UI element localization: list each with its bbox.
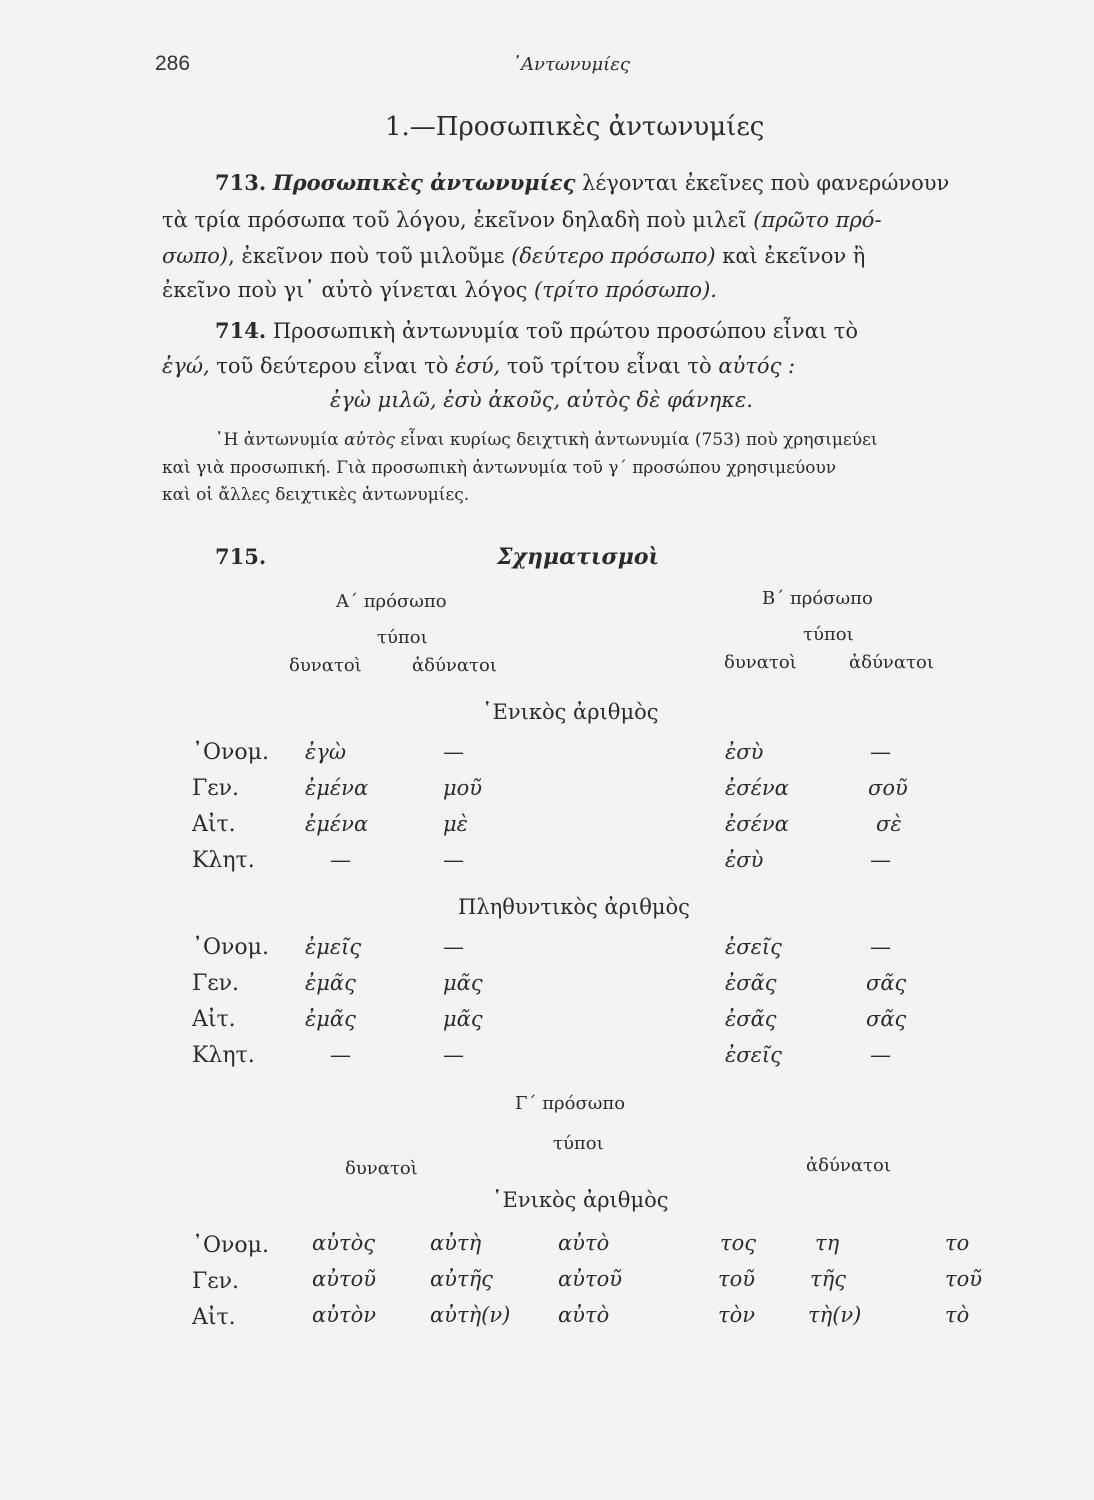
section-title: 1.—Προσωπικὲς ἀντωνυμίες [385, 112, 765, 142]
note-line-2: καὶ γιὰ προσωπική. Γιὰ προσωπικὴ ἀντωνυμία τοῦ γ΄ προσώπου χρησιμεύουν [162, 458, 837, 478]
table-cell: σὲ [876, 812, 902, 836]
table-cell: ἐσένα [725, 776, 789, 800]
case-label: ᾿Ονομ. [192, 1233, 269, 1258]
table-cell: τὸ [945, 1303, 970, 1327]
table-cell: — [443, 1043, 464, 1067]
table-cell: τῆς [810, 1267, 846, 1291]
para-713-italic: (δεύτερο πρόσωπο) [511, 244, 716, 268]
page-number: 286 [155, 52, 191, 75]
para-713-number: 713. [215, 170, 267, 195]
singular-heading: ῾Ενικὸς ἀριθμὸς [492, 1188, 669, 1212]
types-label: τύποι [553, 1133, 604, 1154]
table-cell: τος [720, 1231, 757, 1255]
table-cell: αὐτοῦ [558, 1267, 622, 1291]
table-cell: αὐτοῦ [312, 1267, 376, 1291]
table-cell: αὐτὴ(ν) [430, 1303, 511, 1327]
table-cell: μὲ [443, 812, 468, 836]
types-label: τύποι [377, 627, 428, 648]
table-cell: σᾶς [866, 1007, 907, 1031]
strong-label: δυνατοὶ [345, 1158, 418, 1179]
case-label: Κλητ. [192, 1043, 255, 1068]
table-cell: ἐμεῖς [305, 935, 362, 959]
table-cell: — [443, 740, 464, 764]
table-cell: — [443, 935, 464, 959]
table-cell: αὐτὸ [558, 1231, 610, 1255]
strong-label: δυνατοὶ [724, 652, 797, 673]
weak-label: ἀδύνατοι [412, 655, 497, 676]
table-cell: ἐμᾶς [305, 1007, 356, 1031]
table-cell: ἐσᾶς [725, 971, 777, 995]
table-cell: ἐμένα [305, 812, 369, 836]
plural-heading: Πληθυντικὸς ἀριθμὸς [458, 895, 690, 919]
table-cell: — [870, 1043, 891, 1067]
note-text: ῾Η ἀντωνυμία [215, 430, 345, 450]
second-person-header: Β΄ πρόσωπο [762, 588, 873, 609]
para-714-line-2 [162, 356, 795, 377]
para-713-line-4 [162, 280, 717, 301]
case-label: Κλητ. [192, 848, 255, 873]
para-713-italic: (τρίτο πρόσωπο). [534, 278, 717, 302]
para-714-line-1 [215, 320, 858, 342]
table-cell: μοῦ [443, 776, 483, 800]
case-label: Γεν. [192, 971, 240, 996]
para-714-italic: αὐτός : [718, 354, 796, 378]
para-714-italic: ἐσύ, [455, 354, 501, 378]
para-713-italic: (πρῶτο πρό- [753, 208, 882, 232]
table-cell: αὐτὴ [430, 1231, 482, 1255]
table-cell: τὸν [718, 1303, 756, 1327]
para-713-text: , ἐκεῖνον ποὺ τοῦ μιλοῦμε [228, 244, 512, 268]
table-cell: αὐτὸν [312, 1303, 376, 1327]
para-714-number: 714. [215, 318, 267, 343]
para-713-line-2 [162, 210, 882, 231]
note-line-1 [215, 432, 878, 449]
table-cell: ἐσεῖς [725, 1043, 782, 1067]
table-cell: τοῦ [945, 1267, 983, 1291]
case-label: ᾿Ονομ. [192, 935, 269, 960]
strong-label: δυνατοὶ [289, 655, 362, 676]
table-cell: — [870, 848, 891, 872]
note-line-3: καὶ οἱ ἄλλες δειχτικὲς ἀντωνυμίες. [162, 485, 470, 505]
table-cell: ἐμένα [305, 776, 369, 800]
table-cell: ἐμᾶς [305, 971, 356, 995]
table-cell: — [870, 935, 891, 959]
third-person-header: Γ΄ πρόσωπο [515, 1093, 626, 1114]
para-713-text: λέγονται ἐκεῖνες ποὺ φανερώνουν [575, 171, 950, 195]
note-italic: αὐτὸς [344, 430, 396, 450]
para-713-line-1 [215, 172, 949, 194]
singular-heading: ῾Ενικὸς ἀριθμὸς [482, 700, 659, 724]
table-cell: τη [815, 1231, 840, 1255]
table-cell: αὐτὸ [558, 1303, 610, 1327]
table-cell: τοῦ [718, 1267, 756, 1291]
table-cell: αὐτὸς [312, 1231, 375, 1255]
para-713-text: τὰ τρία πρόσωπα τοῦ λόγου, ἐκεῖνον δηλαδὴ ποὺ μιλεῖ [162, 208, 754, 232]
table-cell: το [945, 1231, 970, 1255]
para-715-title: Σχηματισμοὶ [497, 544, 660, 570]
weak-label: ἀδύνατοι [849, 652, 934, 673]
para-714-example: ἐγὼ μιλῶ, ἐσὺ ἀκοῦς, αὐτὸς δὲ φάνηκε. [330, 388, 753, 412]
case-label: Αἰτ. [192, 812, 236, 837]
case-label: Αἰτ. [192, 1305, 236, 1330]
table-cell: ἐσὺ [725, 848, 764, 872]
para-715-number: 715. [215, 544, 267, 569]
table-cell: ἐσένα [725, 812, 789, 836]
para-713-term: Προσωπικὲς ἀντωνυμίες [272, 170, 576, 195]
table-cell: — [330, 848, 351, 872]
case-label: Γεν. [192, 1269, 240, 1294]
table-cell: τὴ(ν) [808, 1303, 862, 1327]
table-cell: ἐγὼ [305, 740, 346, 764]
case-label: Γεν. [192, 776, 240, 801]
table-cell: — [330, 1043, 351, 1067]
para-713-line-3 [162, 246, 865, 267]
case-label: ᾿Ονομ. [192, 740, 269, 765]
table-cell: ἐσεῖς [725, 935, 782, 959]
types-label: τύποι [803, 624, 854, 645]
running-title: ᾿Αντωνυμίες [512, 54, 630, 75]
case-label: Αἰτ. [192, 1007, 236, 1032]
para-713-text: ἐκεῖνο ποὺ γι᾿ αὐτὸ γίνεται λόγος [162, 278, 535, 302]
table-cell: μᾶς [443, 1007, 483, 1031]
para-714-italic: ἐγώ, [162, 354, 210, 378]
table-cell: — [870, 740, 891, 764]
weak-label: ἀδύνατοι [806, 1155, 891, 1176]
table-cell: μᾶς [443, 971, 483, 995]
para-714-text: τοῦ τρίτου εἶναι τὸ [500, 354, 719, 378]
table-cell: σᾶς [866, 971, 907, 995]
table-cell: σοῦ [868, 776, 908, 800]
note-text: εἶναι κυρίως δειχτικὴ ἀντωνυμία (753) ποὺ χρησιμεύει [395, 430, 878, 450]
table-cell: ἐσᾶς [725, 1007, 777, 1031]
para-714-text: Προσωπικὴ ἀντωνυμία τοῦ πρώτου προσώπου εἶναι τὸ [266, 319, 859, 343]
table-cell: αὐτῆς [430, 1267, 493, 1291]
first-person-header: Α΄ πρόσωπο [336, 591, 447, 612]
para-713-italic: σωπο) [162, 244, 229, 268]
table-cell: — [443, 848, 464, 872]
para-714-text: τοῦ δεύτερου εἶναι τὸ [209, 354, 456, 378]
table-cell: ἐσὺ [725, 740, 764, 764]
para-713-text: καὶ ἐκεῖνον ἢ [715, 244, 866, 268]
